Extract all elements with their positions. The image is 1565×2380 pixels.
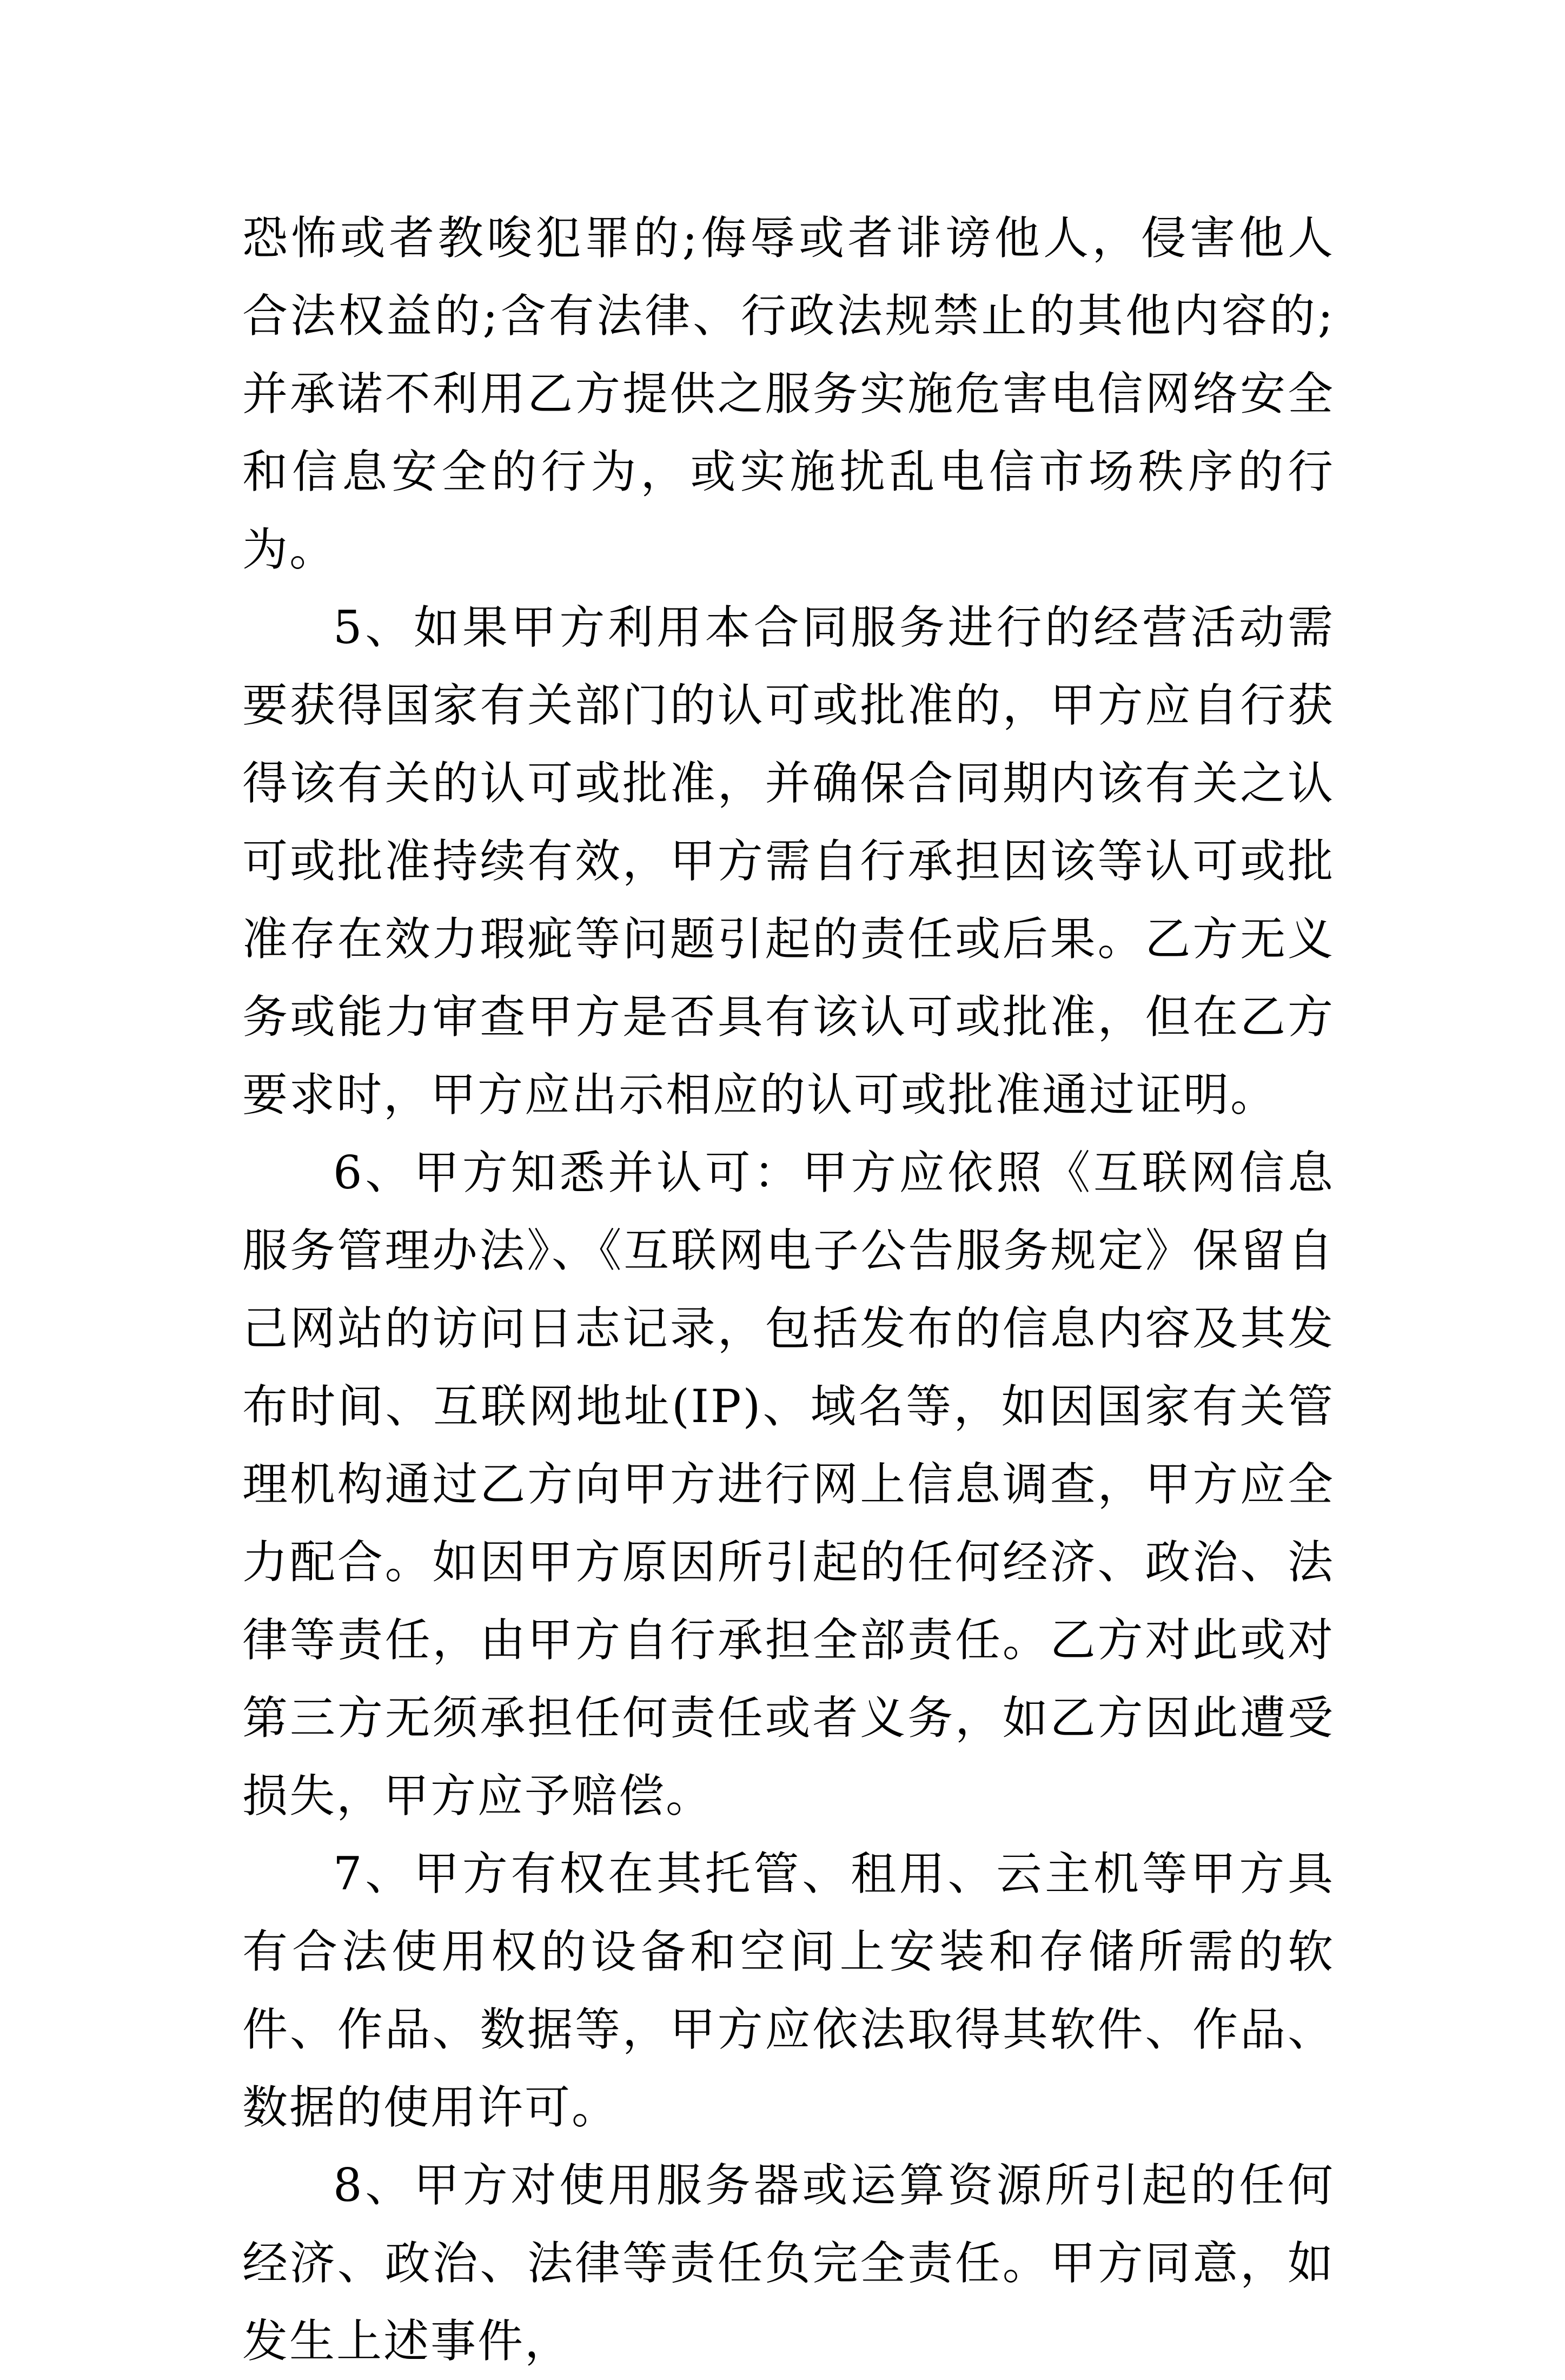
- paragraph-clause-7: 7、甲方有权在其托管、租用、云主机等甲方具有合法使用权的设备和空间上安装和存储所需的软件、作品、数据等，甲方应依法取得其软件、作品、数据的使用许可。: [242, 1847, 1335, 2134]
- contract-body: [242, 199, 1335, 2380]
- paragraph-clause-6: 6、甲方知悉并认可：甲方应依照《互联网信息服务管理办法》、《互联网电子公告服务规定》保留自己网站的访问日志记录，包括发布的信息内容及其发布时间、互联网地址(IP)、域名等，如因国家有关管理机构通过乙方向甲方进行网上信息调查，甲方应全力配合。如因甲方原因所引起的任何经济、政治、法律等责任，由甲方自行承担全部责任。乙方对此或对第三方无须承担任何责任或者义务，如乙方因此遭受损失，甲方应予赔偿。: [242, 1146, 1335, 1822]
- paragraph-clause-5: 5、如果甲方利用本合同服务进行的经营活动需要获得国家有关部门的认可或批准的，甲方应自行获得该有关的认可或批准，并确保合同期内该有关之认可或批准持续有效，甲方需自行承担因该等认可或批准存在效力瑕疵等问题引起的责任或后果。乙方无义务或能力审查甲方是否具有该认可或批准，但在乙方要求时，甲方应出示相应的认可或批准通过证明。: [242, 601, 1335, 1121]
- paragraph-clause-8: 8、甲方对使用服务器或运算资源所引起的任何经济、政治、法律等责任负完全责任。甲方同意，如发生上述事件，: [242, 2159, 1335, 2368]
- paragraph-clause-4-continued: 恐怖或者教唆犯罪的;侮辱或者诽谤他人，侵害他人合法权益的;含有法律、行政法规禁止的其他内容的;并承诺不利用乙方提供之服务实施危害电信网络安全和信息安全的行为，或实施扰乱电信市场秩序的行为。: [242, 211, 1335, 576]
